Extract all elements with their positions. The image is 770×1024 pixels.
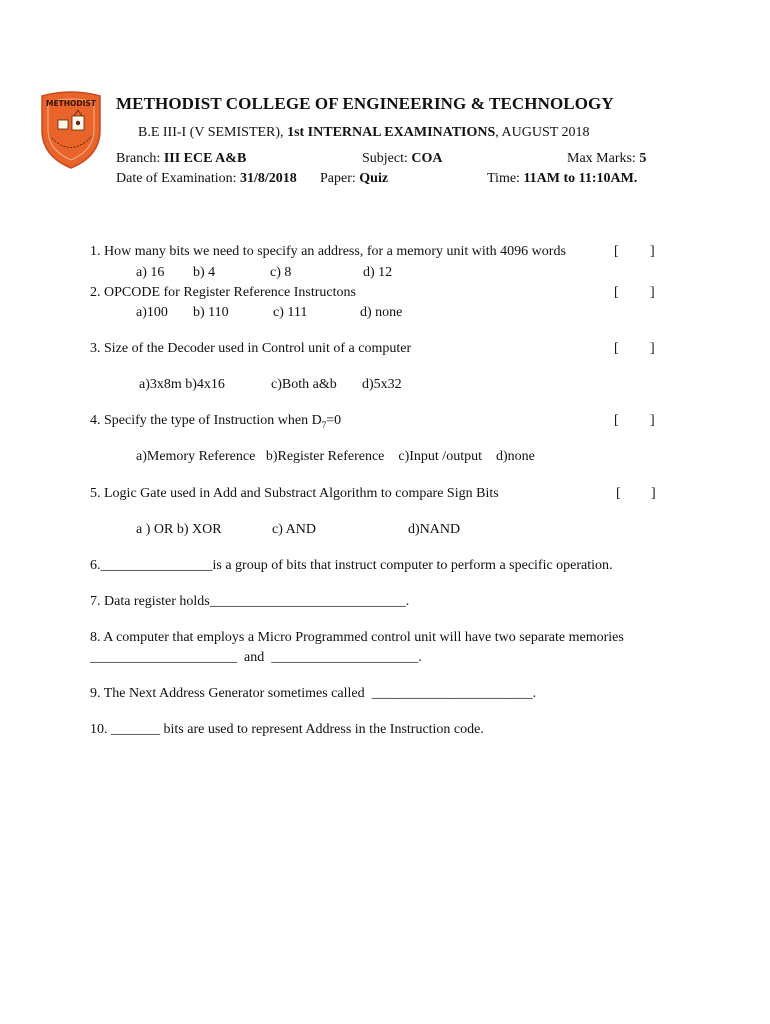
question-6: 6.________________is a group of bits that instruct computer to perform a specific operation. [90, 558, 613, 573]
paper-label: Paper: [320, 171, 356, 186]
branch-value: III ECE A&B [163, 151, 247, 166]
branch-label: Branch: [116, 151, 161, 166]
answer-bracket-close: ] [650, 413, 655, 428]
answer-bracket-open: [ [614, 244, 619, 259]
question-8-blanks: _____________________ and _____________________. [90, 650, 422, 665]
answer-bracket-open: [ [614, 413, 619, 428]
answer-bracket-close: ] [650, 285, 655, 300]
q1-option-a: a) 16 [136, 265, 165, 280]
marks-value: 5 [639, 151, 647, 166]
date-label: Date of Examination: [116, 171, 237, 186]
logo-text-top: METHODIST [46, 99, 96, 108]
q3-option-d: d)5x32 [362, 377, 402, 392]
paper-value: Quiz [359, 171, 389, 186]
q1-option-b: b) 4 [193, 265, 216, 280]
q3-options-ab: a)3x8m b)4x16 [139, 377, 225, 392]
q4-options: a)Memory Reference b)Register Reference c)Input /output d)none [136, 449, 535, 464]
question-1: 1. How many bits we need to specify an address, for a memory unit with 4096 words [90, 244, 566, 259]
q3-option-c: c)Both a&b [271, 377, 337, 392]
college-logo [38, 90, 104, 170]
time-value: 11AM to 11:10AM. [523, 171, 638, 186]
branch [116, 151, 246, 167]
paper [320, 171, 388, 187]
question-4 [90, 413, 341, 430]
college-title: METHODIST COLLEGE OF ENGINEERING & TECHNOLOGY [116, 94, 614, 113]
answer-bracket-close: ] [650, 244, 655, 259]
question-8: 8. A computer that employs a Micro Programmed control unit will have two separate memories [90, 630, 624, 645]
q2-option-d: d) none [360, 305, 403, 320]
answer-bracket-open: [ [614, 341, 619, 356]
exam-line [138, 125, 590, 141]
exam-name: 1st INTERNAL EXAMINATIONS [287, 125, 496, 140]
marks-label: Max Marks: [567, 151, 636, 166]
time-label: Time: [487, 171, 520, 186]
question-10: 10. _______ bits are used to represent Address in the Instruction code. [90, 722, 484, 737]
answer-bracket-close: ] [651, 486, 656, 501]
answer-bracket-close: ] [650, 341, 655, 356]
q2-option-b: b) 110 [193, 305, 229, 320]
q4-text-end: =0 [326, 413, 342, 428]
q2-option-c: c) 111 [273, 305, 308, 320]
q5-option-d: d)NAND [408, 522, 461, 537]
q2-option-a: a)100 [136, 305, 168, 320]
q1-option-d: d) 12 [363, 265, 393, 280]
subject-value: COA [411, 151, 443, 166]
q5-option-c: c) AND [272, 522, 316, 537]
q4-text: 4. Specify the type of Instruction when D [90, 413, 322, 428]
question-7: 7. Data register holds____________________________. [90, 594, 410, 609]
max-marks [567, 151, 646, 167]
subject-label: Subject: [362, 151, 408, 166]
question-3: 3. Size of the Decoder used in Control unit of a computer [90, 341, 412, 356]
question-9: 9. The Next Address Generator sometimes called _______________________. [90, 686, 537, 701]
question-2: 2. OPCODE for Register Reference Instructons [90, 285, 356, 300]
exam-date [116, 171, 297, 187]
exam-prefix: B.E III-I (V SEMISTER), [138, 125, 284, 140]
question-5: 5. Logic Gate used in Add and Substract Algorithm to compare Sign Bits [90, 486, 499, 501]
time [487, 171, 637, 187]
date-value: 31/8/2018 [240, 171, 297, 186]
q1-option-c: c) 8 [270, 265, 292, 280]
answer-bracket-open: [ [616, 486, 621, 501]
exam-suffix: , AUGUST 2018 [495, 125, 590, 140]
q5-options-ab: a ) OR b) XOR [136, 522, 222, 537]
subject [362, 151, 443, 167]
answer-bracket-open: [ [614, 285, 619, 300]
q4-subscript: 7 [321, 419, 327, 430]
